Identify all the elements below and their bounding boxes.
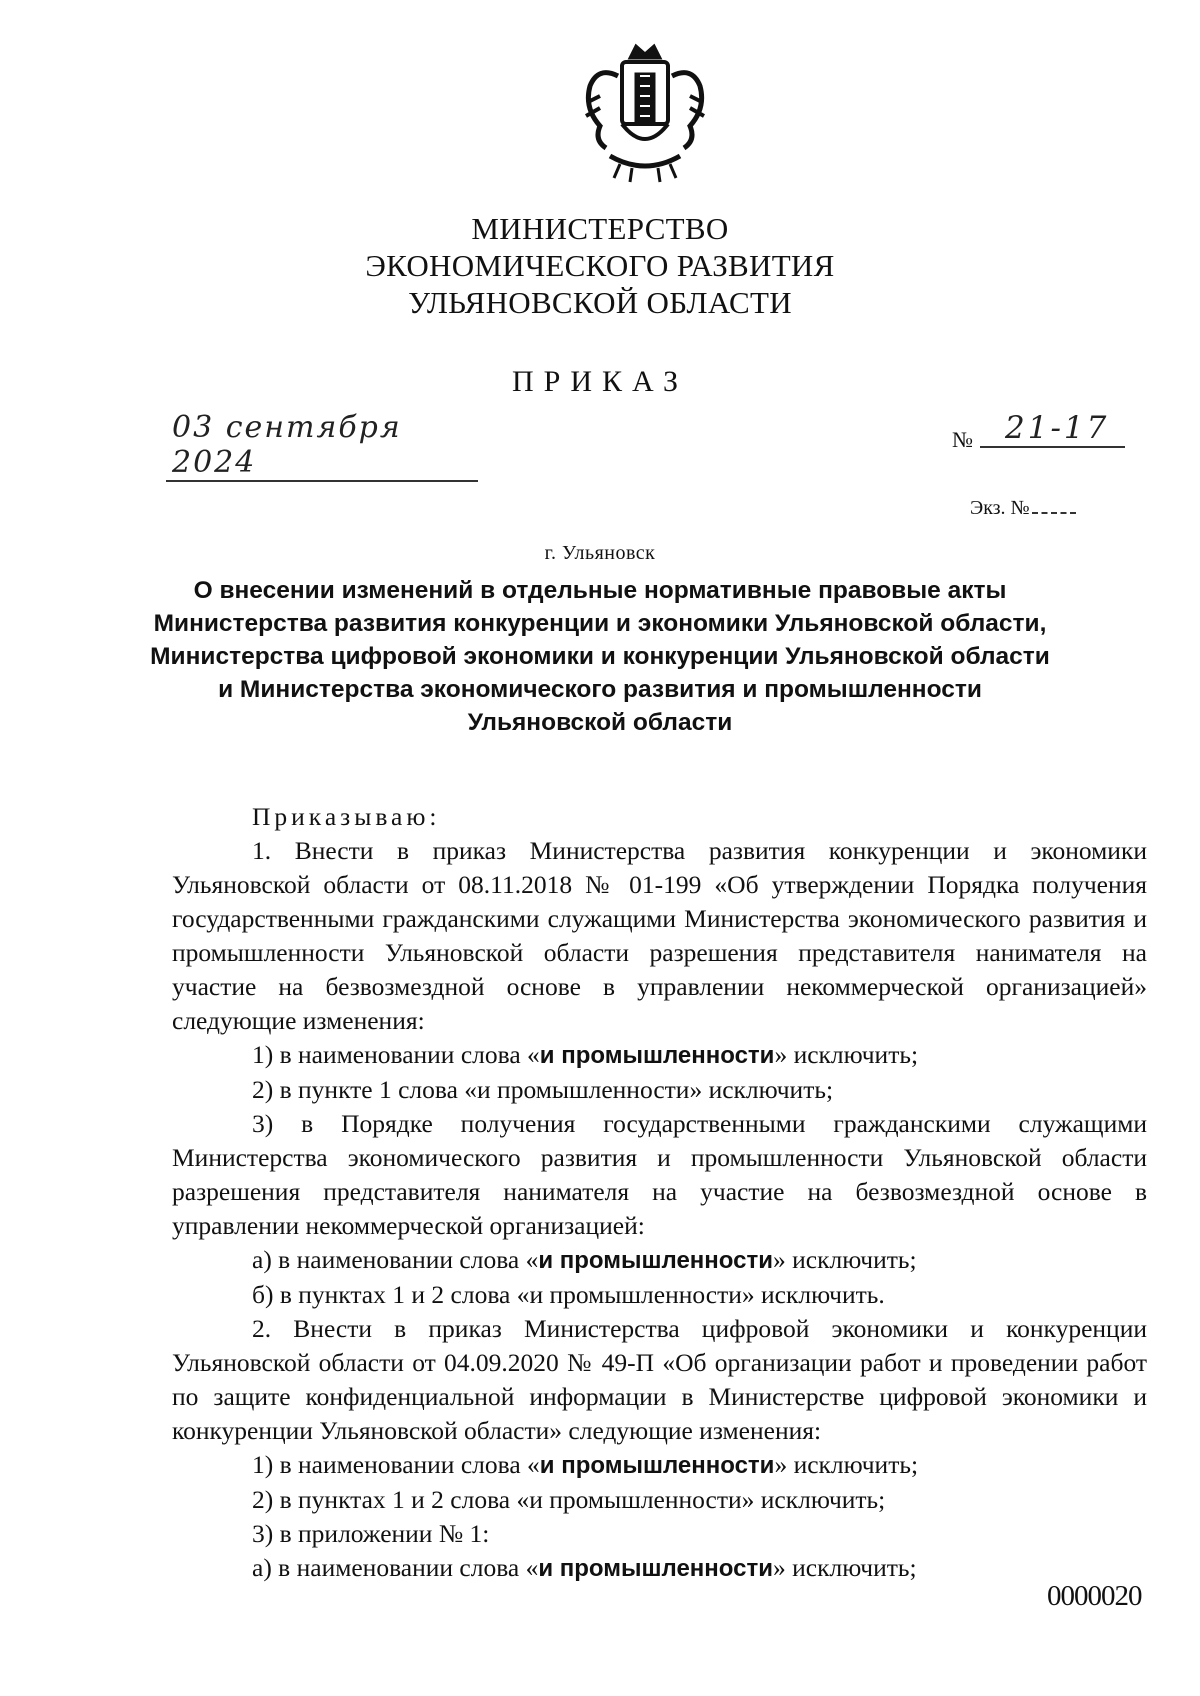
prikazyvayu: Приказываю: [252, 802, 441, 831]
bold-phrase: и промышленности [539, 1452, 775, 1479]
text: а) в наименовании слова « [252, 1245, 539, 1274]
text: 1) в наименовании слова « [252, 1040, 540, 1069]
item-2-3a [172, 1551, 1147, 1586]
item-1-3: 3) в Порядке получения государственными гражданскими служащими Министерства экономического развития и промышленности Ульяновской области разрешения представителя нанимателя на участие на безвозмездной основе в управлении некоммерческой организацией: [172, 1109, 1147, 1240]
title-line-2: Министерства развития конкуренции и экономики Ульяновской области, [153, 610, 1047, 637]
ulyanovsk-coat-of-arms-icon [570, 36, 720, 186]
item-1-3a [172, 1243, 1147, 1278]
title-line-4: и Министерства экономического развития и промышленности [218, 676, 982, 703]
document-type: ПРИКАЗ [512, 365, 688, 398]
item-1-2: 2) в пункте 1 слова «и промышленности» исключить; [252, 1075, 834, 1104]
copy-number [970, 497, 1076, 520]
document-body [172, 800, 1147, 1586]
text: » исключить; [774, 1450, 919, 1479]
text: » исключить; [774, 1040, 919, 1069]
bold-phrase: и промышленности [539, 1042, 775, 1069]
text: » исключить; [773, 1553, 917, 1582]
item-2-2: 2) в пунктах 1 и 2 слова «и промышленности» исключить; [252, 1485, 886, 1514]
page-code: 0000020 [1047, 1580, 1142, 1612]
item-1-3b: б) в пунктах 1 и 2 слова «и промышленности» исключить. [252, 1280, 885, 1309]
text: 1) в наименовании слова « [252, 1450, 540, 1479]
title-line-3: Министерства цифровой экономики и конкуренции Ульяновской области [150, 643, 1050, 670]
number-label: № [952, 427, 973, 452]
paragraph-2: 2. Внести в приказ Министерства цифровой экономики и конкуренции Ульяновской области от 04.09.2020 № 49-П «Об организации работ и проведении работ по защите конфиденциальной информации в Министерстве цифровой экономики и конкуренции Ульяновской области» следующие изменения: [172, 1314, 1147, 1445]
text: а) в наименовании слова « [252, 1553, 539, 1582]
title-line-1: О внесении изменений в отдельные нормативные правовые акты [193, 577, 1007, 604]
bold-phrase: и промышленности [538, 1247, 773, 1274]
handwritten-number: 21-17 [980, 410, 1125, 448]
text: » исключить; [773, 1245, 917, 1274]
ministry-name [0, 210, 1200, 321]
item-1-1 [172, 1038, 1147, 1073]
copy-number-blank [1032, 512, 1076, 514]
item-2-3: 3) в приложении № 1: [252, 1519, 490, 1548]
copy-label: Экз. № [970, 497, 1030, 519]
ministry-line-1: МИНИСТЕРСТВО [471, 211, 729, 246]
city: г. Ульяновск [544, 542, 656, 564]
item-2-1 [172, 1448, 1147, 1483]
handwritten-date: 03 сентября 2024 [166, 410, 478, 482]
paragraph-1: 1. Внести в приказ Министерства развития конкуренции и экономики Ульяновской области от 08.11.2018 № 01-199 «Об утверждении Порядка получения государственными гражданскими служащими Министерства экономического развития и промышленности Ульяновской области разрешения представителя нанимателя на участие на безвозмездной основе в управлении некоммерческой организацией» следующие изменения: [172, 836, 1147, 1035]
title-line-5: Ульяновской области [467, 709, 733, 736]
ministry-line-2: ЭКОНОМИЧЕСКОГО РАЗВИТИЯ [365, 248, 835, 283]
bold-phrase: и промышленности [538, 1555, 773, 1582]
ministry-line-3: УЛЬЯНОВСКОЙ ОБЛАСТИ [408, 285, 792, 320]
document-title [0, 574, 1200, 739]
